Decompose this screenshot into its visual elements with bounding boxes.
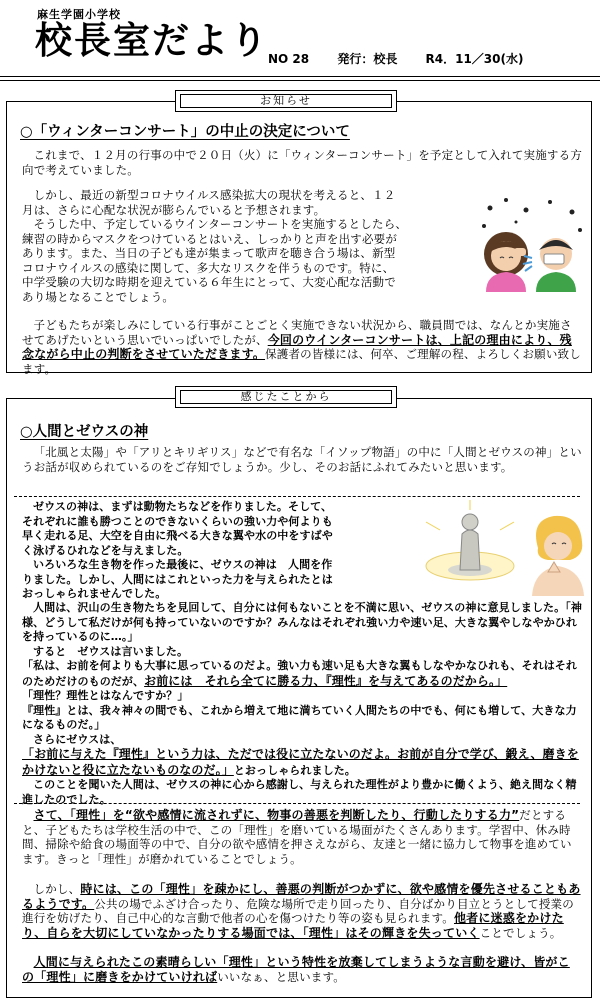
notice-p2-line: 練習の時からマスクをつけているとはいえ、しっかりと声を出す必要が: [22, 231, 398, 246]
notice-p3-closing: 保護者の皆様には、何卒、ご理解の程、よろしくお願い致します。: [22, 347, 581, 376]
issue-number: NO 28: [268, 52, 310, 66]
story-line: く泳げるひれなどを与えました。: [22, 543, 189, 557]
newsletter-title: 校長室だより: [35, 18, 269, 62]
story-line: このことを聞いた人間は、ゼウスの神に心から感謝し、与えられた理性がより豊かに働くよう、絶え間なく精進したのでした。: [22, 778, 577, 806]
notice-p2-line: しかし、最近の新型コロナウイルス感染拡大の現状を考えると、１２: [33, 188, 396, 202]
story-line: いろいろな生き物を作った最後に、ゼウスの神は 人間を作: [33, 558, 333, 571]
notice-title: ○「ウィンターコンサート」の中止の決定について: [20, 124, 350, 140]
story-block-2: [22, 601, 582, 807]
story-emphasis-1: お前には それら全てに勝る力、『理性』を与えてあるのだから。」: [144, 673, 508, 688]
reflection-p2-emphasis: 時には、この「理性」を疎かにし、善悪の判断がつかずに、欲や感情を優先させることもあるようです。: [22, 882, 581, 911]
school-name: 麻生学園小学校: [37, 8, 121, 21]
newsletter-header: [0, 0, 600, 78]
notice-p2-line: あり場となることでしょう。: [22, 289, 175, 304]
story-line: りました。しかし、人間にはこれといった力を与えられたとは: [22, 572, 333, 586]
reflection-paragraph-1: [22, 808, 582, 866]
story-line: 『理性』とは、我々神々の間でも、これから増えて地に満ちていく人間たちの中でも、何にも増して、大きな力になるものだ。」: [22, 703, 577, 731]
story-line-tail: とおっしゃられました。: [233, 763, 356, 777]
header-rule: [0, 76, 600, 77]
notice-p3-emphasis: 今回のウインターコンサートは、上記の理由により、残念ながら中止の判断をさせていただきます。: [22, 332, 572, 361]
reflection-intro: 「北風と太陽」や「アリとキリギリス」などで有名な「イソップ物語」の中に「人間とゼウスの神」というお話が収められているのをご存知でしょうか。少し、そのお話にふれてみたいと思います。: [22, 445, 582, 474]
reflection-label: 感じたことから: [175, 386, 397, 408]
reflection-title: ○人間とゼウスの神: [20, 424, 149, 440]
story-line: 早く走れる足、大空を自由に飛べる大きな翼や水の中をすばや: [22, 529, 333, 542]
story-emphasis-2: 「お前に与えた『理性』という力は、ただでは役に立たないのだよ。お前が自分で学び、鍛え、磨きをかけないと役に立たないものなのだ。」: [22, 747, 579, 777]
story-bottom-divider: [14, 803, 580, 804]
notice-paragraph-3: [22, 318, 582, 376]
notice-p2-line: 月は、さらに心配な状況が膨らんでいると予想されます。: [22, 202, 326, 217]
publisher: 発行：校長: [337, 52, 398, 66]
reflection-p2-emphasis-2: 他者に迷惑をかけたり、自らを大切にしていなかったりする場面では、「理性」はその輝きを失っていく: [22, 911, 564, 940]
notice-p2-line: 中学受験の大切な時期を迎えている６年生にとって、大変心配な活動で: [22, 275, 396, 289]
story-line: それぞれに誰も勝つことのできないくらいの強い力や何よりも: [22, 514, 333, 528]
story-zeus-speech: 「私は、お前を何よりも大事に思っているのだよ。強い力も速い足も大きな翼もしなやかなひれも、それはそれのためだけのものだが、: [22, 659, 577, 688]
reflection-p1-text: だとすると、子どもたちは学校生活の中で、この「理性」を磨いている場面がたくさんあります。学習中、休み時間、掃除や給食の場面等の中で、自分の欲や感情を押さえながら、友達と一緒に協力して物事を進めています。きっと「理性」が磨かれていることでしょう。: [22, 808, 572, 866]
sick-children-illustration: [476, 196, 588, 296]
reflection-paragraph-3: [22, 955, 582, 984]
notice-p2-line: あります。また、当日の子ども達が集まって歌声を聴き合う場は、新型: [22, 246, 396, 260]
notice-p2-line: そうした中、予定しているウインターコンサートを実施するとしたら、: [33, 217, 408, 231]
notice-label: お知らせ: [175, 90, 397, 112]
story-top-divider: [14, 496, 580, 497]
reflection-p2-lead: しかし、: [33, 882, 81, 896]
reflection-p3-emphasis: 人間に与えられたこの素晴らしい「理性」という特性を放棄してしまうような言動を避け、皆がこの「理性」に磨きをかけていければ: [22, 955, 570, 984]
notice-p2-line: コロナウイルスの感染に関して、多大なリスクを伴うものです。特に、: [22, 260, 395, 275]
reason-definition: さて、「理性」を“欲や感情に流されずに、物事の善悪を判断したり、行動したりする力”: [33, 808, 520, 822]
notice-paragraph-1: これまで、１２月の行事の中で２０日（火）に「ウィンターコンサート」を予定として入れて実施する方向で考えていました。: [22, 148, 583, 177]
header-rule-2: [0, 80, 600, 81]
zeus-and-human-illustration: [420, 500, 592, 596]
story-line: すると ゼウスは言いました。: [33, 644, 189, 658]
story-line: さらにゼウスは、: [33, 732, 122, 746]
story-line: おっしゃられませんでした。: [22, 587, 167, 600]
issue-date: R4．11／30(水): [425, 52, 524, 66]
notice-p3-text: 子どもたちが楽しみにしている行事がことごとく実施できない状況から、職員間では、なんとか実施させてあげたいという思いでいっぱいでしたが、: [22, 318, 572, 347]
reflection-p2-text: 公共の場でふざけ合ったり、危険な場所で走り回ったり、自分ばかり目立とうとして授業の進行を妨げたり、自己中心的な言動で他者の心を傷つけたり等の姿も見られます。: [22, 896, 574, 925]
issue-info: [268, 50, 547, 67]
story-line: ゼウスの神は、まずは動物たちなどを作りました。そして、: [33, 500, 333, 513]
story-block-1: [22, 500, 417, 602]
story-line: 「理性？理性とはなんですか？」: [22, 689, 189, 702]
story-line: [22, 659, 582, 689]
notice-paragraph-2: [22, 188, 482, 304]
reflection-p2-tail: ことでしょう。: [479, 925, 562, 940]
reflection-p3-text: いいなぁ、と思います。: [217, 969, 345, 984]
story-line: 人間は、沢山の生き物たちを見回して、自分には何もないことを不満に思い、ゼウスの神に意見しました。「神様、どうして私だけが何も持っていないのですか？みんなはそれぞれ強い力や速い足、大きな翼やしなやかひれを持っているのに…。」: [22, 601, 582, 643]
reflection-paragraph-2: [22, 882, 582, 940]
story-line: [22, 747, 582, 778]
